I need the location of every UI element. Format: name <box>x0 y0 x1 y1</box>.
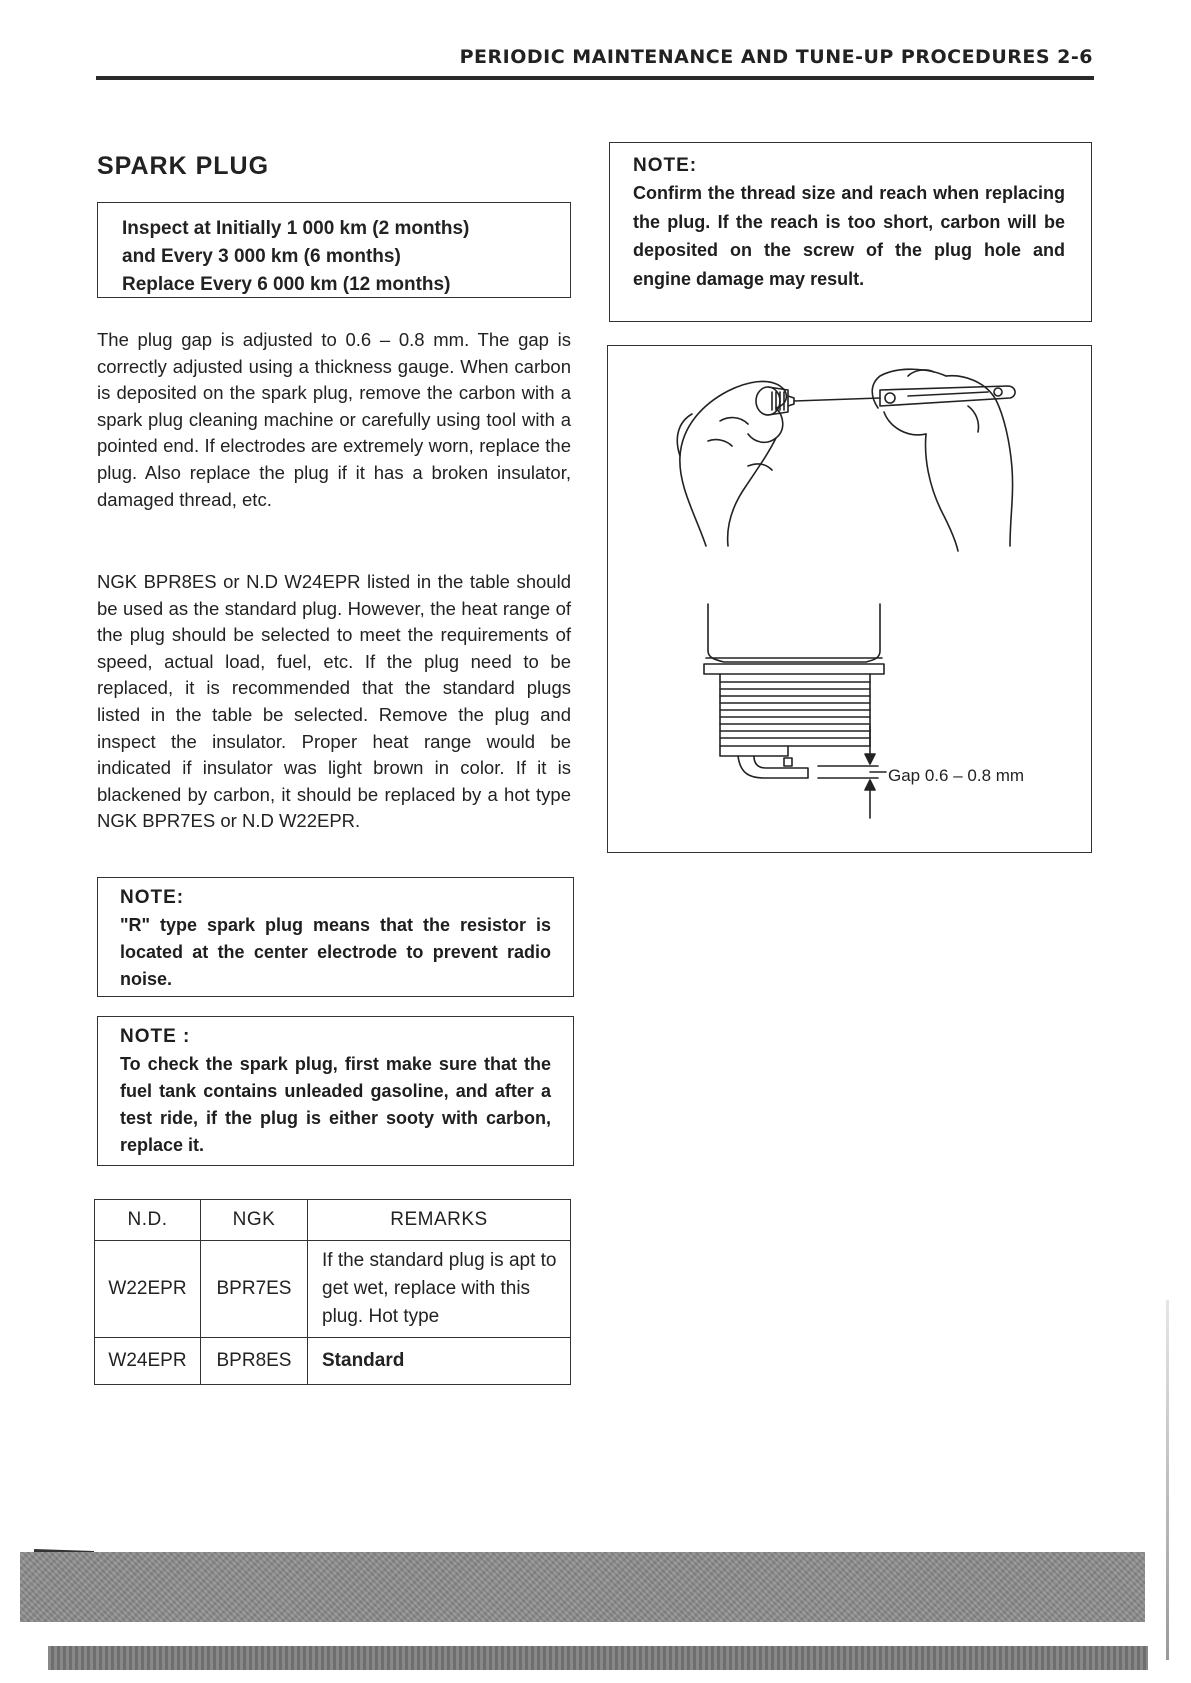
maintenance-schedule-box <box>97 202 571 298</box>
note-title: NOTE: <box>633 155 698 176</box>
cell-ngk: BPR7ES <box>201 1241 308 1338</box>
thickness-gauge-icon <box>794 386 1015 406</box>
cell-ngk: BPR8ES <box>201 1338 308 1385</box>
cell-remarks: If the standard plug is apt to get wet, replace with this plug. Hot type <box>308 1241 571 1338</box>
note-text: "R" type spark plug means that the resistor is located at the center electrode to prevent radio noise. <box>120 915 551 989</box>
column-header-remarks: REMARKS <box>308 1200 571 1241</box>
schedule-line: Inspect at Initially 1 000 km (2 months) <box>122 218 470 239</box>
note-r-type <box>97 877 574 997</box>
note-title: NOTE: <box>120 887 185 908</box>
gap-label: Gap 0.6 – 0.8 mm <box>888 766 1025 785</box>
note-check-plug <box>97 1016 574 1166</box>
page-edge <box>1166 1300 1169 1660</box>
table-row <box>95 1241 571 1338</box>
spark-plug-large-icon <box>704 604 884 778</box>
note-text: Confirm the thread size and reach when replacing the plug. If the reach is too short, carbon will be deposited on the screw of the plug hole and engine damage may result. <box>633 183 1065 289</box>
header-rule <box>96 76 1094 80</box>
spark-plug-gap-figure <box>607 345 1092 853</box>
note-thread-size <box>609 142 1092 322</box>
scan-shadow-band <box>48 1646 1148 1670</box>
spark-plug-small-icon <box>756 387 794 415</box>
table-header-row <box>95 1200 571 1241</box>
gap-dimension-icon <box>818 726 886 818</box>
scan-shadow-band <box>20 1552 1145 1622</box>
paragraph-plug-gap: The plug gap is adjusted to 0.6 – 0.8 mm. The gap is correctly adjusted using a thickness gauge. When carbon is deposited on the spark plug, remove the carbon with a spark plug cleaning machine or carefully using tool with a pointed end. If electrodes are extremely worn, replace the plug. Also replace the plug if it has a broken insulator, damaged thread, etc. <box>97 329 571 510</box>
schedule-line: and Every 3 000 km (6 months) <box>122 246 401 267</box>
paragraph-heat-range: NGK BPR8ES or N.D W24EPR listed in the table should be used as the standard plug. However, the heat range of the plug should be selected to meet the requirements of speed, actual load, fuel, etc. If the plug need to be replaced, it is recommended that the standard plugs listed in the table be selected. Remove the plug and inspect the insulator. Proper heat range would be indicated if insulator was light brown in color. If it is blackened by carbon, it should be replaced by a hot type NGK BPR7ES or N.D W22EPR. <box>97 571 571 832</box>
column-header-ngk: NGK <box>201 1200 308 1241</box>
spark-plug-table <box>94 1199 571 1385</box>
cell-remarks: Standard <box>308 1338 571 1385</box>
schedule-line: Replace Every 6 000 km (12 months) <box>122 274 451 295</box>
section-title: SPARK PLUG <box>97 152 270 180</box>
table-row <box>95 1338 571 1385</box>
column-header-nd: N.D. <box>95 1200 201 1241</box>
cell-nd: W22EPR <box>95 1241 201 1338</box>
left-hand-icon <box>677 381 786 546</box>
right-hand-icon <box>872 369 1012 551</box>
running-head: PERIODIC MAINTENANCE AND TUNE-UP PROCEDURES 2-6 <box>459 46 1093 68</box>
cell-nd: W24EPR <box>95 1338 201 1385</box>
note-title: NOTE : <box>120 1026 191 1047</box>
note-text: To check the spark plug, first make sure that the fuel tank contains unleaded gasoline, and after a test ride, if the plug is either sooty with carbon, replace it. <box>120 1054 551 1155</box>
